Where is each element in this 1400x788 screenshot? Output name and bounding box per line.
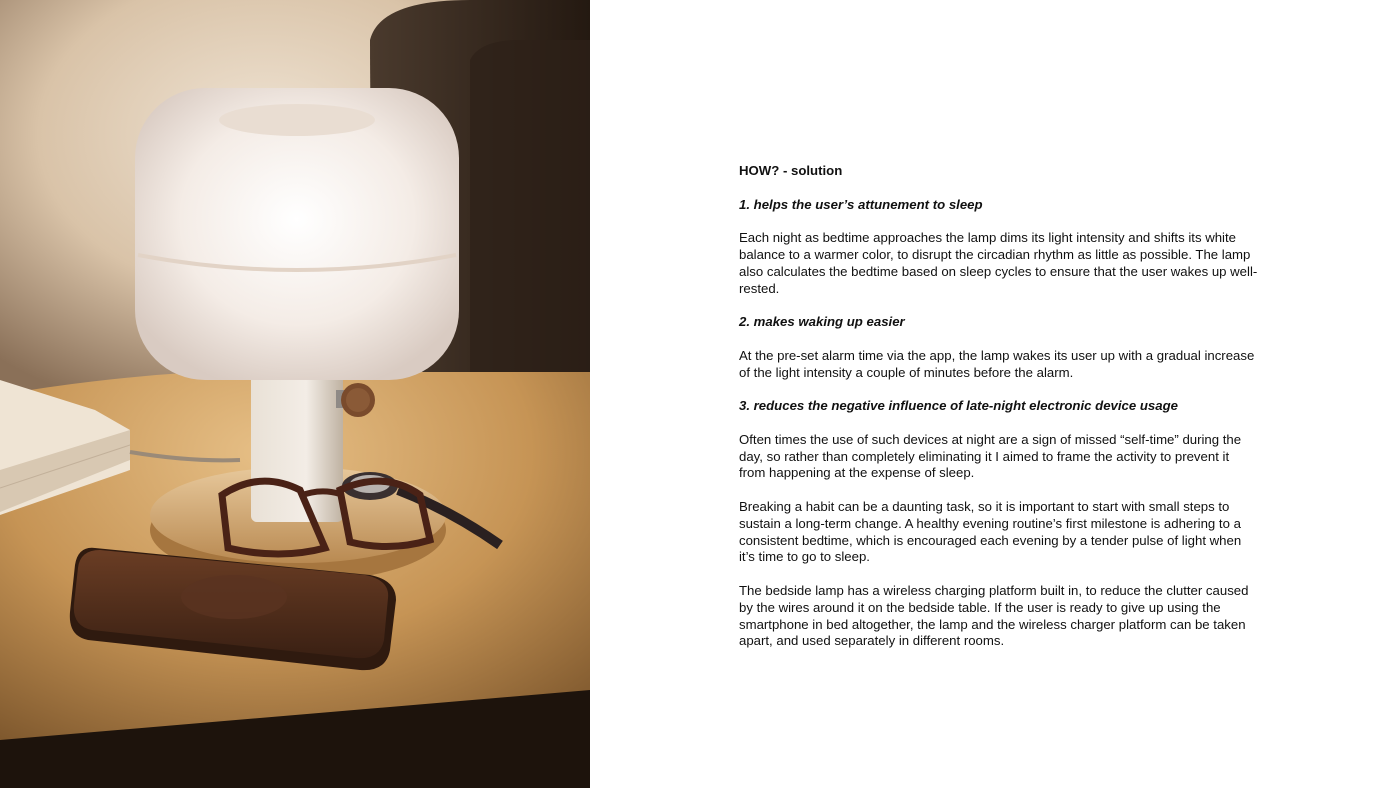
point-2-title: 2. makes waking up easier xyxy=(739,314,905,330)
point-1-paragraph: Each night as bedtime approaches the lamp dims its light intensity and shifts its white balance to a warmer color, to disrupt the circadian rhythm as little as possible. The lamp also calculates the bedtime based on sleep cycles to ensure that the user wakes up well-rested. xyxy=(739,230,1258,296)
point-3-paragraph-3: The bedside lamp has a wireless charging platform built in, to reduce the clutter caused by the wires around it on the bedside table. If the user is ready to give up using the smartphone in bed altogether, the lamp and the wireless charger platform can be taken apart, and used separately in different rooms. xyxy=(739,582,1249,649)
point-3-paragraph-2: Breaking a habit can be a daunting task, so it is important to start with small steps to sustain a long-term change. A healthy evening routine’s first milestone is adhering to a consistent bedtime, which is encouraged each evening by a tender pulse of light when it’s time to go to sleep. xyxy=(739,498,1242,565)
solution-text xyxy=(739,163,1259,667)
point-3-paragraph-1: Often times the use of such devices at night are a sign of missed “self-time” during the day, so rather than completely eliminating it I aimed to frame the activity to prevent it from happening at the expense of sleep. xyxy=(739,431,1242,481)
point-3-title: 3. reduces the negative influence of late-night electronic device usage xyxy=(739,398,1178,414)
section-heading: HOW? - solution xyxy=(739,163,843,178)
point-2-paragraph: At the pre-set alarm time via the app, the lamp wakes its user up with a gradual increase of the light intensity a couple of minutes before the alarm. xyxy=(739,347,1255,380)
point-1-title: 1. helps the user’s attunement to sleep xyxy=(739,196,983,212)
lamp-photo xyxy=(0,0,590,788)
